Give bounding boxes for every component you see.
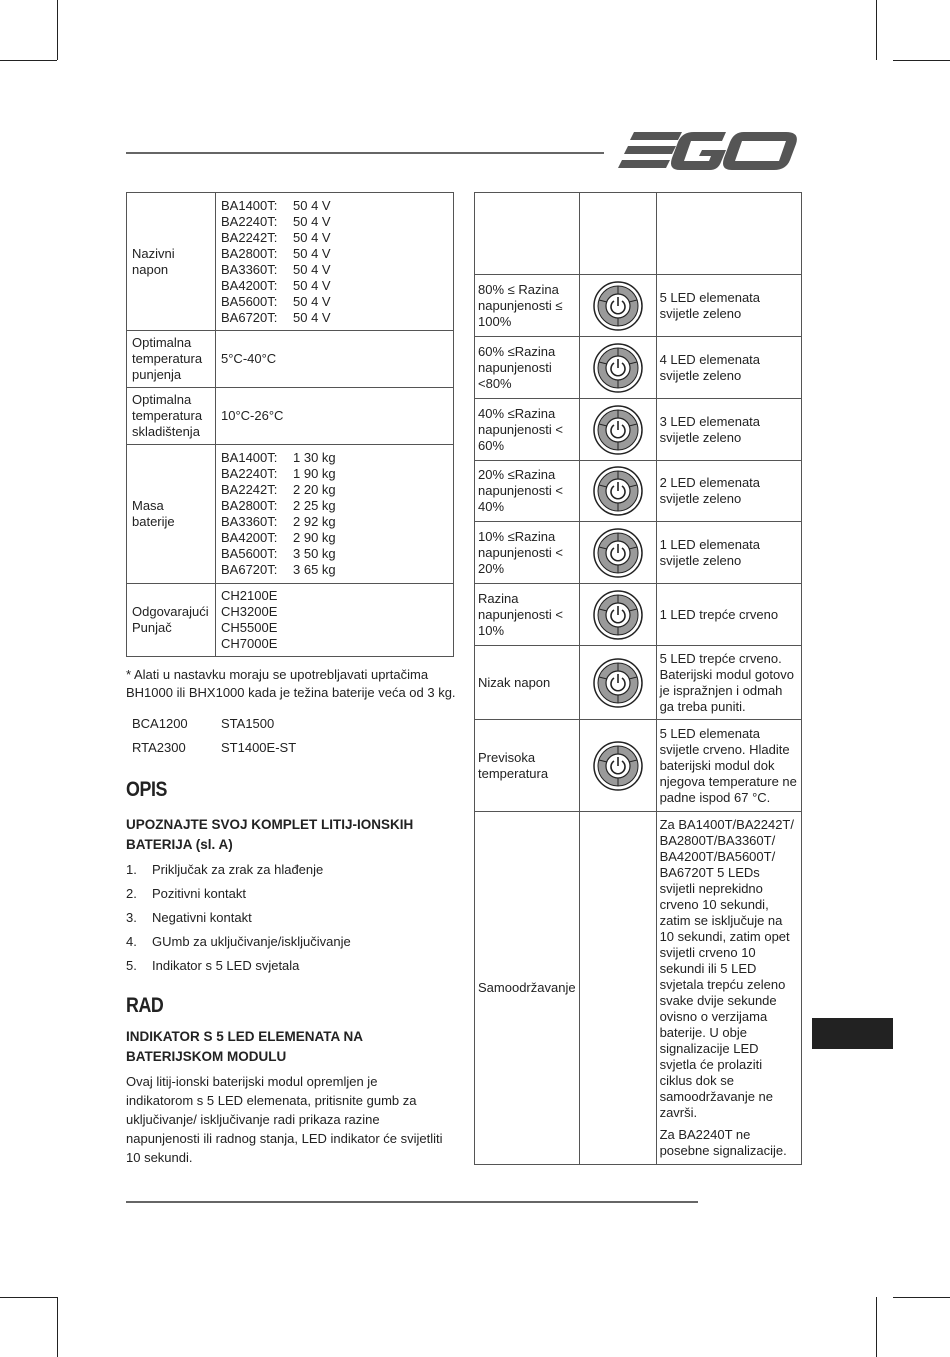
crop-mark — [0, 60, 57, 61]
led-description — [656, 812, 801, 1165]
led-description: 1 LED trepće crveno — [656, 584, 801, 646]
model-name: BA2242T: — [221, 482, 278, 497]
model-value-list — [221, 450, 448, 578]
crop-mark — [876, 1297, 877, 1357]
list-item: 5. Indikator s 5 LED svjetala — [126, 958, 300, 973]
power-button-icon — [579, 720, 656, 812]
component-list — [126, 860, 351, 980]
led-description: 4 LED elemenata svijetle zeleno — [656, 337, 801, 399]
table-row — [475, 522, 802, 584]
table-row — [475, 584, 802, 646]
model-value: 50 4 V — [293, 261, 331, 277]
led-description: 2 LED elemenata svijetle zeleno — [656, 461, 801, 522]
accessory-row — [132, 740, 296, 756]
accessory-model: RTA2300 — [132, 740, 186, 755]
power-button-icon — [579, 646, 656, 720]
model-value: 2 90 kg — [293, 530, 336, 545]
self-maintenance-note: Za BA2240T ne posebne signalizacije. — [659, 1127, 787, 1158]
led-description: 5 LED elemenata svijetle zeleno — [656, 275, 801, 337]
model-value: 3 65 kg — [293, 562, 336, 577]
section-heading-rad: RAD — [126, 994, 164, 1017]
table-row — [475, 399, 802, 461]
model-name: BA1400T: — [221, 450, 278, 465]
model-value: 50 4 V — [293, 213, 331, 229]
opis-subheading: UPOZNAJTE SVOJ KOMPLET LITIJ-IONSKIH BATERIJA (sl. A) — [126, 817, 414, 852]
spec-value: 5°C-40°C — [216, 331, 454, 388]
table-row — [475, 646, 802, 720]
charger-model: CH7000E — [221, 636, 278, 651]
model-value: 3 50 kg — [293, 546, 336, 561]
accessory-model: STA1500 — [221, 716, 275, 731]
self-maintenance-text: Za BA1400T/BA2242T/ BA2800T/BA3360T/ BA4200T/BA5600T/ BA6720T 5 LEDs svijetli neprekidno crveno 10 sekundi, zatim se isključuje na 10 sekundi, zatim opet svijetli crveno 10 sekundi ili 5 LED svjetala trepću zeleno svake dvije sekunde ovisno o verzijama baterije. U obje signalizacije LED svjetla će prolaziti ciklus dok se samoodržavanje ne završi. — [659, 817, 794, 1120]
charge-state: Razina napunjenosti < 10% — [475, 584, 580, 646]
accessory-row — [132, 716, 274, 732]
model-value: 1 30 kg — [293, 450, 336, 465]
spec-label: Odgovarajući Punjač — [127, 584, 216, 657]
header-rule — [126, 152, 604, 154]
accessory-model: ST1400E-ST — [221, 740, 297, 755]
spec-value — [216, 193, 454, 331]
model-name: BA3360T: — [221, 514, 278, 529]
model-value: 2 25 kg — [293, 498, 336, 513]
led-description: 5 LED elemenata svijetle crveno. Hladite baterijski modul dok njegova temperature ne padne ispod 67 °C. — [656, 720, 801, 812]
model-name: BA5600T: — [221, 546, 278, 561]
language-tab — [812, 1018, 893, 1049]
spec-label: Masa baterije — [127, 445, 216, 584]
power-button-icon — [579, 584, 656, 646]
power-button-icon — [579, 399, 656, 461]
section-heading-opis: OPIS — [126, 778, 167, 801]
table-row — [475, 337, 802, 399]
model-value: 2 20 kg — [293, 482, 336, 497]
spec-value: 10°C-26°C — [216, 388, 454, 445]
model-value: 1 90 kg — [293, 466, 336, 481]
charge-state: Nizak napon — [475, 646, 580, 720]
crop-mark — [0, 1297, 57, 1298]
charge-state: 10% ≤Razina napunjenosti < 20% — [475, 522, 580, 584]
table-row — [475, 812, 802, 1165]
model-value: 50 4 V — [293, 277, 331, 293]
model-name: BA1400T: — [221, 197, 278, 213]
charge-state: 40% ≤Razina napunjenosti < 60% — [475, 399, 580, 461]
power-button-icon — [579, 522, 656, 584]
spec-label: Optimalna temperatura punjenja — [127, 331, 216, 388]
list-item: 3. Negativni kontakt — [126, 910, 252, 925]
spec-value — [216, 584, 454, 657]
model-name: BA4200T: — [221, 530, 278, 545]
rad-paragraph: Ovaj litij-ionski baterijski modul opremljen je indikatorom s 5 LED elemenata, pritisnite gumb za uključivanje/ isključivanje radi prikaza razine napunjenosti ili radnog stanja, LED indikator će svijetliti 10 sekundi. — [126, 1074, 443, 1165]
harness-note: * Alati u nastavku moraju se upotrebljavati uprtačima BH1000 ili BHX1000 kada je težina baterije veća od 3 kg. — [126, 667, 456, 700]
table-row — [475, 461, 802, 522]
model-name: BA2800T: — [221, 498, 278, 513]
model-name: BA5600T: — [221, 293, 278, 309]
power-button-icon — [579, 337, 656, 399]
charger-model: CH2100E — [221, 588, 278, 603]
crop-mark — [57, 1297, 58, 1357]
accessory-model: BCA1200 — [132, 716, 188, 731]
rad-subheading: INDIKATOR S 5 LED ELEMENATA NA BATERIJSKOM MODULU — [126, 1029, 363, 1064]
charger-model: CH5500E — [221, 620, 278, 635]
model-name: BA3360T: — [221, 261, 278, 277]
power-button-icon — [579, 461, 656, 522]
table-header-row — [475, 193, 802, 275]
model-name: BA6720T: — [221, 309, 278, 325]
footer-rule — [126, 1201, 698, 1203]
crop-mark — [893, 60, 950, 61]
led-description: 3 LED elemenata svijetle zeleno — [656, 399, 801, 461]
charge-state: 60% ≤Razina napunjenosti <80% — [475, 337, 580, 399]
crop-mark — [876, 0, 877, 60]
crop-mark — [893, 1297, 950, 1298]
charge-state: Previsoka temperatura — [475, 720, 580, 812]
list-item: 4. GUmb za uključivanje/isključivanje — [126, 934, 351, 949]
led-indicator-table — [474, 192, 802, 1165]
charge-state: 80% ≤ Razina napunjenosti ≤ 100% — [475, 275, 580, 337]
model-value: 2 92 kg — [293, 514, 336, 529]
ego-logo — [618, 130, 800, 172]
model-name: BA2240T: — [221, 213, 278, 229]
model-value: 50 4 V — [293, 293, 331, 309]
spec-label: Nazivni napon — [127, 193, 216, 331]
spec-label: Optimalna temperatura skladištenja — [127, 388, 216, 445]
table-row — [475, 275, 802, 337]
crop-mark — [57, 0, 58, 60]
charge-state: 20% ≤Razina napunjenosti < 40% — [475, 461, 580, 522]
model-name: BA4200T: — [221, 277, 278, 293]
charger-model: CH3200E — [221, 604, 278, 619]
model-name: BA6720T: — [221, 562, 278, 577]
led-description: 5 LED trepće crveno. Baterijski modul gotovo je ispražnjen i odmah ga treba puniti. — [656, 646, 801, 720]
model-value: 50 4 V — [293, 229, 331, 245]
table-row — [475, 720, 802, 812]
model-name: BA2800T: — [221, 245, 278, 261]
model-value: 50 4 V — [293, 309, 331, 325]
model-value: 50 4 V — [293, 245, 331, 261]
power-button-icon — [579, 275, 656, 337]
charge-state: Samoodržavanje — [475, 812, 580, 1165]
specifications-table — [126, 192, 454, 657]
model-name: BA2242T: — [221, 229, 278, 245]
spec-value — [216, 445, 454, 584]
model-value: 50 4 V — [293, 197, 331, 213]
list-item: 1. Priključak za zrak za hlađenje — [126, 862, 324, 877]
led-description: 1 LED elemenata svijetle zeleno — [656, 522, 801, 584]
model-value-list — [221, 198, 448, 326]
list-item: 2. Pozitivni kontakt — [126, 886, 246, 901]
model-name: BA2240T: — [221, 466, 278, 481]
